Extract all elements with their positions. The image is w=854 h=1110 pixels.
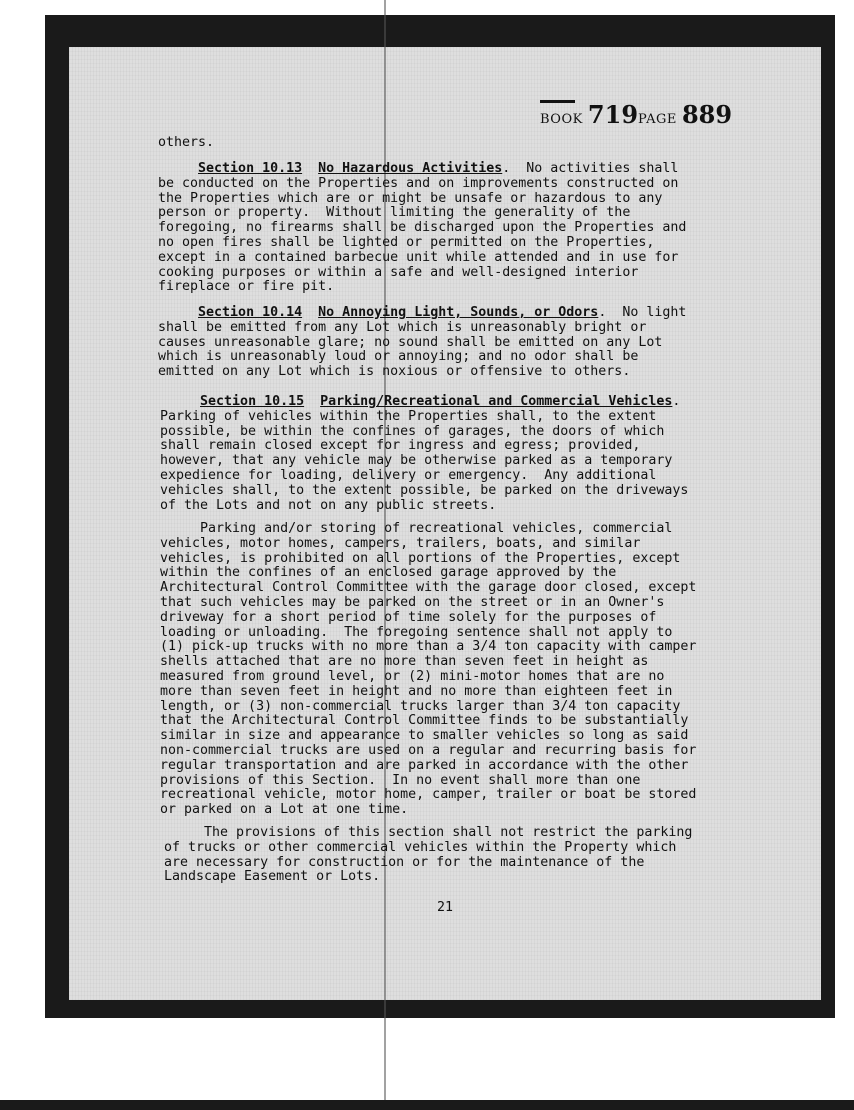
text-line: are necessary for construction or for the maintenance of the (164, 854, 645, 870)
text-line: be conducted on the Properties and on improvements constructed on (158, 175, 679, 191)
text-line: length, or (3) non-commercial trucks larger than 3/4 ton capacity (160, 698, 681, 714)
text-line: emitted on any Lot which is noxious or offensive to others. (158, 364, 631, 380)
text-line: non-commercial trucks are used on a regular and recurring basis for (160, 742, 697, 758)
text-line: . (672, 394, 681, 409)
text-line: shall remain closed except for ingress and egress; provided, (160, 438, 641, 454)
text-line: Architectural Control Committee with the garage door closed, except (160, 580, 697, 596)
section-heading-title: Parking/Recreational and Commercial Vehicles (320, 394, 673, 409)
text-line: regular transportation and are parked in accordance with the other (160, 757, 689, 773)
stamp-page-number: 889 (681, 100, 733, 129)
text-line: of trucks or other commercial vehicles within the Property which (164, 839, 677, 855)
text-line: possible, be within the confines of garages, the doors of which (160, 423, 665, 439)
recording-stamp (540, 100, 732, 129)
text-line: Landscape Easement or Lots. (164, 869, 381, 885)
text-line: . No activities shall (502, 161, 679, 176)
scan-bottom-edge (0, 1100, 854, 1110)
text-line: provisions of this Section. In no event shall more than one (160, 772, 641, 788)
parking-paragraph (160, 522, 696, 818)
text-line: shells attached that are no more than seven feet in height as (160, 654, 649, 670)
text-line: similar in size and appearance to smaller vehicles so long as said (160, 728, 689, 744)
text-line: more than seven feet in height and no more than eighteen feet in (160, 683, 673, 699)
text-line: of the Lots and not on any public streets. (160, 497, 497, 513)
section-10-14 (158, 306, 686, 380)
section-heading-title: No Annoying Light, Sounds, or Odors (318, 305, 599, 320)
text-line: vehicles shall, to the extent possible, be parked on the driveways (160, 482, 689, 498)
text-line: that such vehicles may be parked on the street or in an Owner's (160, 594, 665, 610)
text-line: cooking purposes or within a safe and well-designed interior (158, 264, 639, 280)
stamp-book-number: 719 (587, 100, 639, 129)
text-line: loading or unloading. The foregoing sentence shall not apply to (160, 624, 673, 640)
text-line: recreational vehicle, motor home, camper, trailer or boat be stored (160, 787, 697, 803)
provisions-paragraph (164, 826, 692, 885)
section-10-15 (160, 395, 688, 513)
text-line: causes unreasonable glare; no sound shall be emitted on any Lot (158, 334, 663, 350)
stamp-book-label: BOOK (540, 112, 583, 127)
page-number: 21 (437, 900, 454, 915)
text-line: vehicles, is prohibited on all portions of the Properties, except (160, 550, 681, 566)
section-heading-number: Section 10.13 (198, 161, 303, 176)
text-line: which is unreasonably loud or annoying; and no odor shall be (158, 349, 639, 365)
text-line: vehicles, motor homes, campers, trailers, boats, and similar (160, 535, 641, 551)
text-line: expedience for loading, delivery or emergency. Any additional (160, 467, 657, 483)
lead-in-text: others. (158, 135, 215, 150)
section-heading-number: Section 10.15 (200, 394, 305, 409)
text-line: Parking of vehicles within the Properties shall, to the extent (160, 408, 657, 424)
section-heading-title: No Hazardous Activities (318, 161, 503, 176)
text-line: no open fires shall be lighted or permitted on the Properties, (158, 234, 655, 250)
text-line: within the confines of an enclosed garage approved by the (160, 565, 617, 581)
section-heading-number: Section 10.14 (198, 305, 303, 320)
section-10-13 (158, 162, 686, 295)
text-line: fireplace or fire pit. (158, 279, 335, 295)
text-line: person or property. Without limiting the generality of the (158, 205, 631, 221)
text-line: . No light (598, 305, 687, 320)
stamp-page-label: PAGE (638, 112, 677, 127)
text-line: (1) pick-up trucks with no more than a 3/4 ton capacity with camper (160, 639, 697, 655)
text-line: driveway for a short period of time solely for the purposes of (160, 609, 657, 625)
text-line: however, that any vehicle may be otherwise parked as a temporary (160, 453, 673, 469)
text-line: except in a contained barbecue unit while attended and in use for (158, 249, 679, 265)
text-line: foregoing, no firearms shall be discharged upon the Properties and (158, 220, 687, 236)
text-line: that the Architectural Control Committee finds to be substantially (160, 713, 689, 729)
text-line: The provisions of this section shall not restrict the parking (164, 825, 693, 840)
text-line: or parked on a Lot at one time. (160, 802, 409, 818)
text-line: the Properties which are or might be unsafe or hazardous to any (158, 190, 663, 206)
text-line: shall be emitted from any Lot which is unreasonably bright or (158, 319, 647, 335)
text-line: Parking and/or storing of recreational vehicles, commercial (160, 521, 673, 536)
text-line: measured from ground level, or (2) mini-motor homes that are no (160, 668, 665, 684)
